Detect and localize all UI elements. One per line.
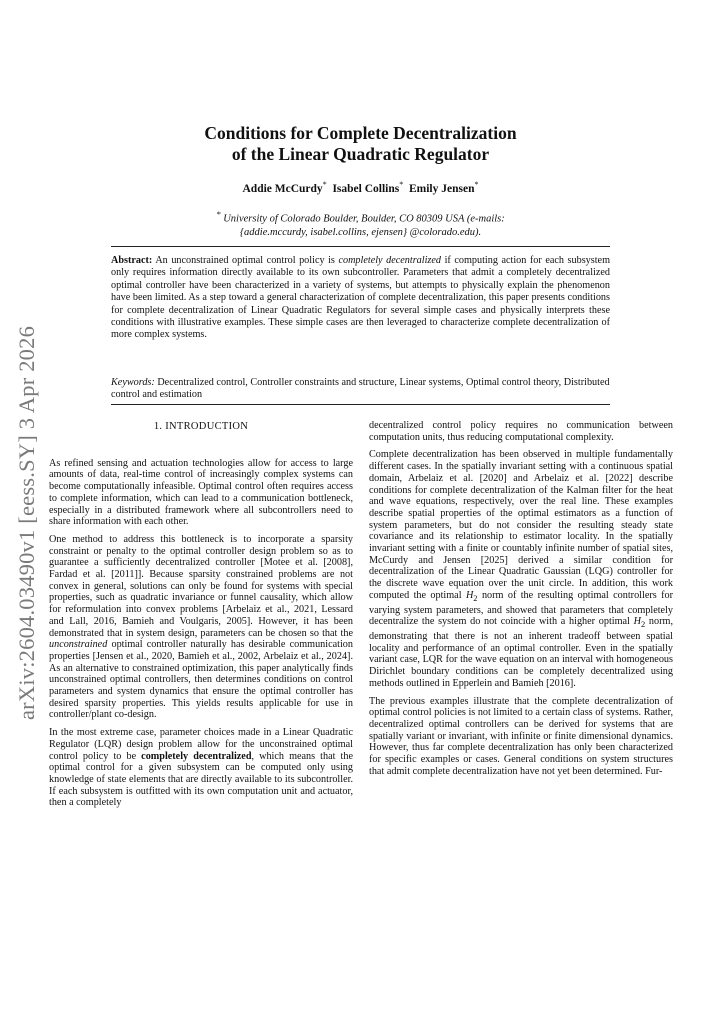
abstract-emphasis: completely decentralized [338, 255, 442, 266]
paragraph-text: norm, demonstrating that there is not an inherent tradeoff between spatial locality and performance of an optimal controller. Even in the spatially variant case, LQR for the wave equation on an interval with homogeneous Dirichlet boundary conditions can be completely decentralized using methods outlined in Epperlein and Bamieh [2016]. [369, 616, 673, 689]
affiliation-mark: * [474, 180, 479, 189]
right-column [369, 420, 673, 783]
title-line-2: of the Linear Quadratic Regulator [231, 144, 490, 164]
abstract [111, 255, 610, 342]
math-symbol: H [465, 589, 474, 601]
abstract-top-rule [111, 246, 610, 247]
author-name: Isabel Collins [332, 182, 400, 195]
paragraph-text: norm of the resulting optimal controllers for varying system parameters, and showed that parameters that completely decentralize the system do not coincide with a higher optimal [369, 589, 673, 628]
abstract-label: Abstract: [111, 255, 153, 266]
paragraph-text: optimal controller naturally has desirable communication properties [Jensen et al., 2020, Bamieh et al., 2002, Arbelaiz et al., 2024]. As an alternative to constrained optimization, this paper analytically finds unconstrained optimal controllers, then determines conditions on control parameters and system dynamics that ensure the optimal controller has desired sparsity properties. This yields results applicable for use in controller/plant co-design. [49, 639, 353, 721]
section-heading: 1. INTRODUCTION [153, 421, 249, 432]
keywords-text: Decentralized control, Controller constraints and structure, Linear systems, Optimal control theory, Distributed control and estimation [111, 377, 610, 401]
paragraph [369, 449, 673, 689]
emphasis: unconstrained [49, 639, 108, 651]
math-symbol: H [633, 616, 641, 628]
paragraph [49, 727, 353, 809]
paragraph: As refined sensing and actuation technologies allow for access to large amounts of data, real-time control of increasingly complex systems can become computationally infeasible. Optimal control often requires access to complete information, which can lead to a communication bottleneck, especially in a distributed framework where all subcontrollers need to share information with each other. [49, 457, 353, 528]
affiliation-line-2: {addie.mccurdy, isabel.collins, ejensen} @colorado.edu). [239, 226, 482, 238]
paragraph-text: Complete decentralization has been observed in multiple fundamentally different cases. In the spatially invariant setting with a continuous spatial domain, Arbelaiz et al. [2020] and Arbelaiz et al. [2022] describe conditions for complete decentralization of the Kalman filter for the heat and wave equations, respectively, over the real line. These examples describe spatial properties of the optimal estimators as a function of system parameters, but do not consider the resulting steady state covariance and its relationship to estimator locality. In the spatially invariant setting with a finite or countably infinite number of spatial sites, McCurdy and Jensen [2025] derived a similar condition for decentralization of the Linear Quadratic Gaussian (LQG) controller for the discrete wave equation over the unit circle. In addition, this work computed the optimal [369, 449, 673, 601]
paper-title [100, 123, 621, 165]
affiliation [150, 208, 571, 239]
keywords [111, 377, 610, 402]
paragraph: decentralized control policy requires no communication between computation units, thus reducing computational complexity. [369, 420, 673, 443]
keywords-label: Keywords: [111, 377, 155, 388]
affiliation-mark: * [322, 180, 327, 189]
arxiv-identifier-stamp: arXiv:2604.03490v1 [eess.SY] 3 Apr 2026 [14, 325, 39, 720]
author-name: Addie McCurdy [242, 182, 323, 195]
bold-term: completely decentralized [141, 750, 252, 762]
abstract-bottom-rule [111, 404, 610, 405]
paragraph-text: In the most extreme case, parameter choices made in a Linear Quadratic Regulator (LQR) design problem allow for the unconstrained optimal control policy to be [49, 727, 353, 762]
affiliation-mark: * [216, 209, 221, 219]
author-list [100, 180, 621, 195]
title-line-1: Conditions for Complete Decentralization [204, 123, 517, 143]
affiliation-mark: * [399, 180, 404, 189]
paragraph: The previous examples illustrate that the complete decentralization of optimal control policies is not limited to a certain class of systems. Rather, decentralized optimal controllers can be derived for systems that are spatially variant or invariant, with infinite or finite dimensional dynamics. However, thus far complete decentralization has only been characterized for specific examples or cases. General conditions on system structures that admit complete decentralization have not yet been determined. Fur- [369, 695, 673, 777]
math-subscript: 2 [640, 619, 646, 630]
abstract-text-part: An unconstrained optimal control policy is [155, 255, 339, 266]
math-subscript: 2 [473, 592, 478, 603]
author-name: Emily Jensen [408, 182, 475, 195]
paragraph [49, 534, 353, 721]
left-column [49, 420, 353, 815]
abstract-text-part: if computing action for each subsystem only requires information directly available to its own subcontroller. Parameters that admit a completely decentralized optimal controller have been characterized in a variety of systems, but attempts to physically explain the phenomenon have been limited. As a step toward a general characterization of complete decentralization, this paper presents conditions for complete decentralization of Linear Quadratic Regulators for several simple cases and physically interprets these conditions with illustrative examples. These simple cases are then leveraged to characterize complete decentralization of more complex systems. [111, 255, 610, 341]
affiliation-line-1: University of Colorado Boulder, Boulder, CO 80309 USA (e-mails: [223, 213, 505, 225]
paragraph-text: One method to address this bottleneck is to incorporate a sparsity constraint or penalty to the optimal controller design problem so as to guarantee a sufficiently decentralized controller [Motee et al. [2008], Fardad et al. [2011]]. Because sparsity constrained problems are not convex in general, solutions can only be found for systems with special properties, such as quadratic invariance or funnel causality, which allow for reformulation into convex problems [Arbelaiz et al., 2021, Lessard and Lall, 2016, Bamieh and Voulgaris, 2005]. However, it has been demonstrated that in system design, parameters can be chosen so that the [49, 533, 353, 639]
paragraph-text: , which means that the optimal control for a given subsystem can be computed only using knowledge of state elements that are directly available to its subcontroller. If each subsystem is outfitted with its own computation unit and actuator, then a completely [49, 750, 353, 809]
